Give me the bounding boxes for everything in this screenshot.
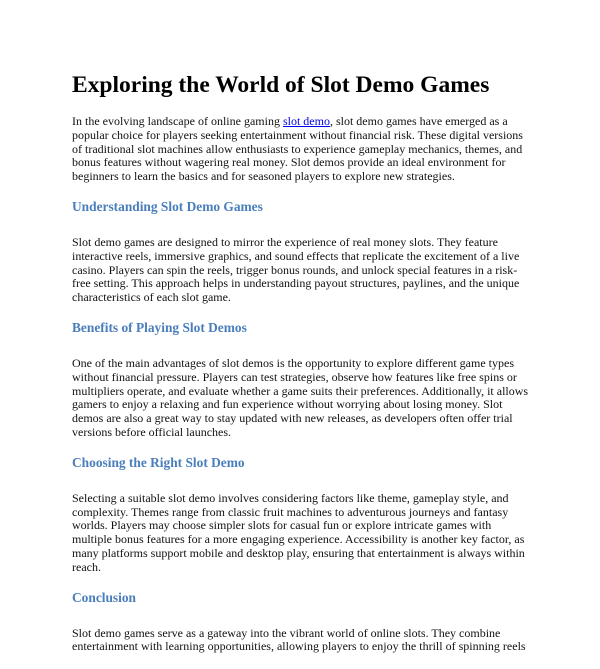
section-body-benefits: One of the main advantages of slot demos is the opportunity to explore different game types without financial pressure. Players can test strategies, observe how features like free spins or multipliers operate, and evaluate whether a game suits their preferences. Additionally, it allows gamers to enjoy a relaxing and fun experience without worrying about losing money. Slot demos are also a great way to stay updated with new releases, as developers often offer trial versions before official launches. [72, 355, 529, 439]
intro-paragraph [72, 115, 530, 184]
intro-text-after: , slot demo games have emerged as a popular choice for players seeking entertainment without financial risk. These digital versions of traditional slot machines allow enthusiasts to experience gameplay mechanics, themes, and bonus features without wagering real money. Slot demos provide an ideal environment for beginners to learn the basics and for seasoned players to explore new strategies. [72, 114, 523, 184]
section-body-choosing: Selecting a suitable slot demo involves considering factors like theme, gameplay style, and complexity. Themes range from classic fruit machines to adventurous journeys and fantasy worlds. Players may choose simpler slots for casual fun or explore intricate games with multiple bonus features for a more engaging experience. Accessibility is another key factor, as many platforms support mobile and desktop play, ensuring that entertainment is always within reach. [72, 490, 525, 574]
section-body-understanding: Slot demo games are designed to mirror the experience of real money slots. They feature interactive reels, immersive graphics, and sound effects that replicate the excitement of a live casino. Players can spin the reels, trigger bonus rounds, and unlock special features in a risk-free setting. This approach helps in understanding payout structures, paylines, and the unique characteristics of each slot game. [72, 234, 520, 305]
section-heading-conclusion: Conclusion [72, 589, 136, 605]
section-body-conclusion: Slot demo games serve as a gateway into the vibrant world of online slots. They combine entertainment with learning opportunities, allowing players to enjoy the thrill of spinning reels [72, 625, 526, 654]
page-title: Exploring the World of Slot Demo Games [72, 72, 490, 98]
document-page [72, 70, 530, 669]
slot-demo-link[interactable]: slot demo [282, 114, 330, 128]
section-heading-choosing: Choosing the Right Slot Demo [72, 454, 245, 470]
section-heading-understanding: Understanding Slot Demo Games [72, 198, 263, 214]
section-heading-benefits: Benefits of Playing Slot Demos [72, 319, 247, 335]
intro-text-before: In the evolving landscape of online gaming [72, 114, 283, 128]
